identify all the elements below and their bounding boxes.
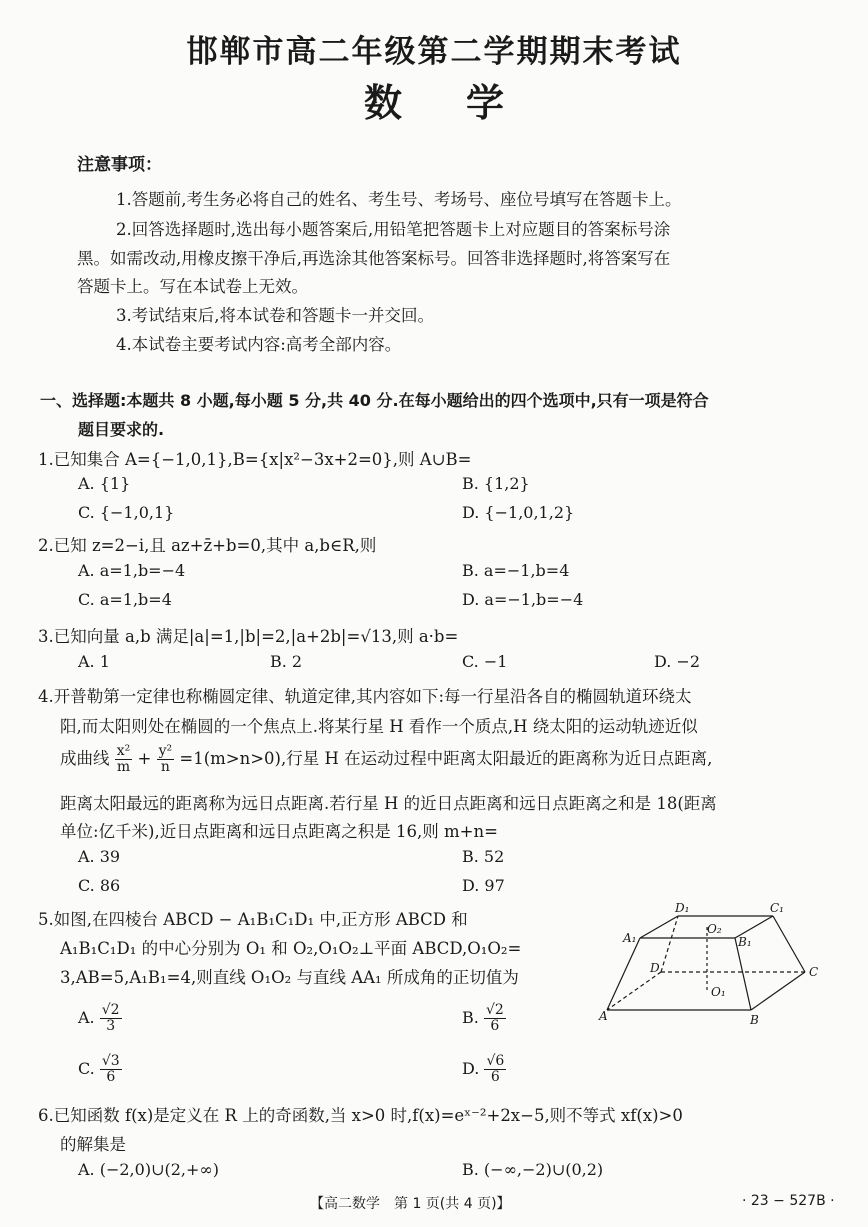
edge-cc1 bbox=[773, 916, 805, 972]
q4-option-b: B. 52 bbox=[462, 847, 505, 866]
note-line: 答题卡上。写在本试卷上无效。 bbox=[77, 277, 308, 296]
q2-option-c: C. a=1,b=4 bbox=[78, 590, 172, 609]
question-3-stem: 3.已知向量 a,b 满足|a|=1,|b|=2,|a+2b|=√13,则 a·b= bbox=[38, 627, 459, 646]
label-d: D bbox=[650, 961, 660, 975]
q4-option-a: A. 39 bbox=[78, 847, 121, 866]
exam-title: 邯郸市高二年级第二学期期末考试 bbox=[186, 34, 682, 70]
q5-option-c: C. $\frac{√3}{6}$ bbox=[78, 1053, 120, 1085]
q6-option-b: B. (−∞,−2)∪(0,2) bbox=[462, 1160, 604, 1179]
edge-bc bbox=[751, 972, 805, 1010]
note-line: 3.考试结束后,将本试卷和答题卡一并交回。 bbox=[116, 306, 434, 325]
question-4-line: 阳,而太阳则处在椭圆的一个焦点上.将某行星 H 看作一个质点,H 绕太阳的运动轨迹近似 bbox=[60, 717, 698, 736]
question-4-line: 单位:亿千米),近日点距离和远日点距离之积是 16,则 m+n= bbox=[60, 822, 498, 841]
q4-option-d: D. 97 bbox=[462, 876, 505, 895]
question-2-stem: 2.已知 z=2−i,且 az+z̄+b=0,其中 a,b∈R,则 bbox=[38, 536, 377, 555]
exam-code: · 23 − 527B · bbox=[742, 1193, 835, 1209]
section-heading-cont: 题目要求的. bbox=[78, 420, 165, 439]
label-c: C bbox=[809, 965, 819, 979]
q2-option-d: D. a=−1,b=−4 bbox=[462, 590, 584, 609]
q3-option-c: C. −1 bbox=[462, 652, 508, 671]
label-o1: O₁ bbox=[711, 985, 726, 999]
q3-option-d: D. −2 bbox=[654, 652, 701, 671]
label-o2: O₂ bbox=[707, 922, 722, 936]
q3-option-b: B. 2 bbox=[270, 652, 303, 671]
q1-option-c: C. {−1,0,1} bbox=[78, 503, 175, 522]
q4-formula-prefix: 成曲线 bbox=[60, 749, 110, 768]
question-1-stem: 1.已知集合 A={−1,0,1},B={x|x²−3x+2=0},则 A∪B= bbox=[38, 450, 472, 469]
note-line: 2.回答选择题时,选出每小题答案后,用铅笔把答题卡上对应题目的答案标号涂 bbox=[116, 220, 671, 239]
subject-title: 数学 bbox=[363, 81, 568, 125]
q4-formula-suffix: =1(m>n>0),行星 H 在运动过程中距离太阳最近的距离称为近日点距离, bbox=[179, 749, 713, 768]
note-line: 黑。如需改动,用橡皮擦干净后,再选涂其他答案标号。回答非选择题时,将答案写在 bbox=[77, 249, 671, 268]
frustum-figure bbox=[595, 900, 825, 1030]
notes-heading: 注意事项： bbox=[77, 155, 162, 175]
question-6-line: 6.已知函数 f(x)是定义在 R 上的奇函数,当 x>0 时,f(x)=eˣ⁻²+2x−5,则不等式 xf(x)>0 bbox=[38, 1106, 683, 1125]
label-a: A bbox=[599, 1009, 608, 1023]
question-5-line: A₁B₁C₁D₁ 的中心分别为 O₁ 和 O₂,O₁O₂⊥平面 ABCD,O₁O₂= bbox=[60, 939, 522, 958]
q3-option-a: A. 1 bbox=[78, 652, 110, 671]
page-footer: 【高二数学 第 1 页(共 4 页)】 bbox=[310, 1196, 511, 1212]
label-d1: D₁ bbox=[675, 901, 690, 915]
x-squared-over-m: $\frac{\text{x²}}{m}$ bbox=[116, 743, 131, 775]
edge-aa1 bbox=[607, 938, 640, 1010]
q6-option-a: A. (−2,0)∪(2,+∞) bbox=[78, 1160, 219, 1179]
q1-option-a: A. {1} bbox=[78, 474, 131, 493]
q1-option-d: D. {−1,0,1,2} bbox=[462, 503, 575, 522]
question-5-line: 3,AB=5,A₁B₁=4,则直线 O₁O₂ 与直线 AA₁ 所成角的正切值为 bbox=[60, 968, 519, 987]
q5-option-a: A. $\frac{√2}{3}$ bbox=[78, 1002, 120, 1034]
question-6-line: 的解集是 bbox=[60, 1135, 126, 1154]
question-5-line: 5.如图,在四棱台 ABCD − A₁B₁C₁D₁ 中,正方形 ABCD 和 bbox=[38, 910, 468, 929]
note-line: 1.答题前,考生务必将自己的姓名、考生号、考场号、座位号填写在答题卡上。 bbox=[116, 190, 682, 209]
question-4-line: 4.开普勒第一定律也称椭圆定律、轨道定律,其内容如下:每一行星沿各自的椭圆轨道环绕太 bbox=[38, 687, 692, 706]
section-heading: 一、选择题:本题共 8 小题,每小题 5 分,共 40 分.在每小题给出的四个选项中,只有一项是符合 bbox=[40, 391, 709, 410]
question-4-line-formula bbox=[60, 744, 712, 775]
plus-sign: + bbox=[137, 749, 152, 768]
q2-option-a: A. a=1,b=−4 bbox=[78, 561, 186, 580]
y-squared-over-n: $\frac{\text{y²}}{n}$ bbox=[158, 743, 173, 775]
label-b: B bbox=[750, 1013, 759, 1027]
q1-option-b: B. {1,2} bbox=[462, 474, 530, 493]
note-line: 4.本试卷主要考试内容:高考全部内容。 bbox=[116, 335, 402, 354]
q5-option-d: D. $\frac{√6}{6}$ bbox=[462, 1053, 505, 1085]
label-c1: C₁ bbox=[770, 901, 784, 915]
question-4-line: 距离太阳最远的距离称为远日点距离.若行星 H 的近日点距离和远日点距离之和是 18(距离 bbox=[60, 794, 717, 813]
q4-option-c: C. 86 bbox=[78, 876, 121, 895]
q5-option-b: B. $\frac{√2}{6}$ bbox=[462, 1002, 504, 1034]
label-a1: A₁ bbox=[623, 931, 637, 945]
label-b1: B₁ bbox=[738, 935, 752, 949]
q2-option-b: B. a=−1,b=4 bbox=[462, 561, 570, 580]
